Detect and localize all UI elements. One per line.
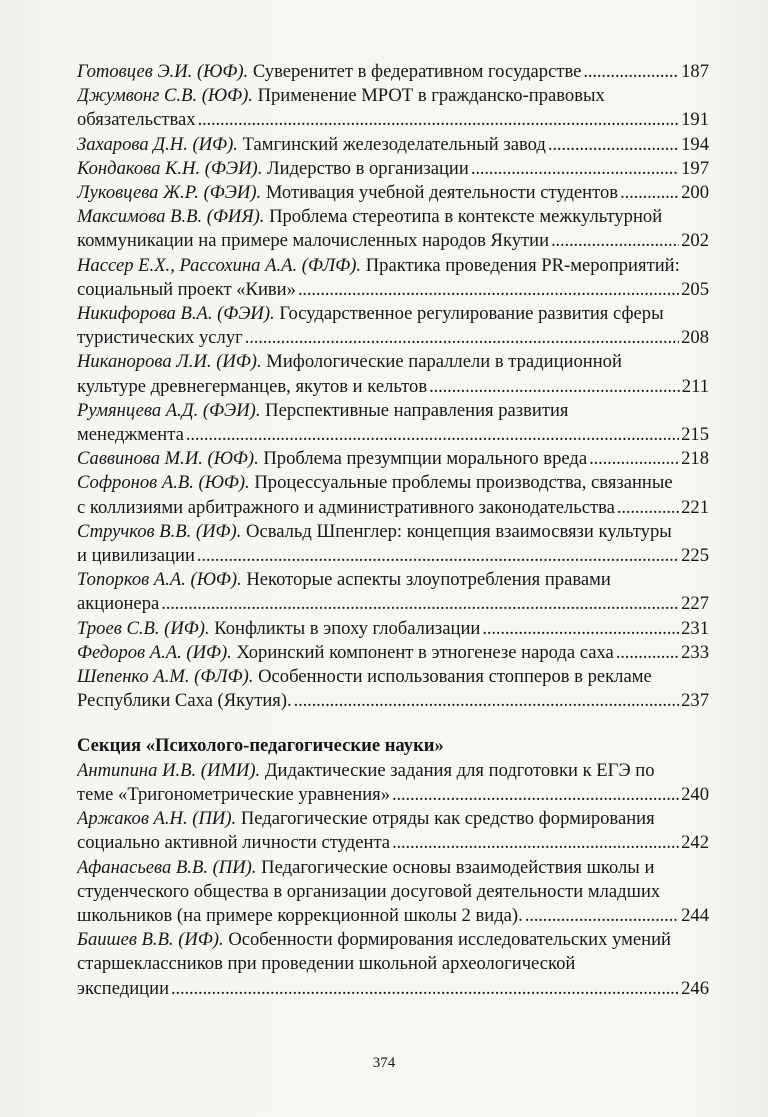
toc-leader-dots — [392, 783, 679, 807]
toc-title: Особенности использования стопперов в рекламе — [258, 666, 652, 688]
toc-author: Аржаков А.Н. (ПИ). — [77, 808, 237, 830]
toc-page-number: 246 — [681, 977, 709, 999]
toc-title: культуре древнегерманцев, якутов и кельтов — [77, 375, 428, 397]
toc-page-number: 197 — [681, 157, 709, 179]
toc-line — [77, 783, 709, 807]
toc-author: Джумвонг С.В. (ЮФ). — [77, 85, 253, 107]
toc-line — [77, 592, 709, 616]
toc-title: Тамгинский железоделательный завод — [242, 133, 546, 155]
toc-line — [77, 880, 709, 904]
toc-page-number: 233 — [681, 641, 709, 663]
toc-entry — [77, 447, 709, 471]
toc-title: Перспективные направления развития — [265, 399, 569, 421]
toc-line — [77, 856, 709, 880]
toc-leader-dots — [617, 496, 679, 520]
toc-line — [77, 471, 709, 495]
toc-page-number: 218 — [681, 448, 709, 470]
toc-page-number: 211 — [681, 375, 709, 397]
toc-entry — [77, 856, 709, 929]
toc-line — [77, 181, 709, 205]
toc-page-number: 200 — [681, 182, 709, 204]
toc-leader-dots — [186, 423, 679, 447]
toc-page-number: 221 — [681, 496, 709, 518]
toc-page-number: 208 — [681, 327, 709, 349]
toc-line — [77, 641, 709, 665]
toc-text-wrap — [77, 157, 469, 181]
toc-title: Процессуальные проблемы производства, связанные — [254, 472, 673, 494]
toc-line — [77, 831, 709, 855]
toc-title: Лидерство в организации — [267, 157, 469, 179]
toc-page-number: 227 — [681, 593, 709, 615]
toc-author: Шепенко А.М. (ФЛФ). — [77, 666, 254, 688]
toc-text-wrap — [77, 278, 296, 302]
toc-text-wrap — [77, 904, 523, 928]
toc-author: Захарова Д.Н. (ИФ). — [77, 133, 238, 155]
toc-title: студенческого общества в организации досуговой деятельности младших — [77, 880, 661, 902]
toc-title: коммуникации на примере малочисленных народов Якутии — [77, 230, 550, 252]
toc-line — [77, 350, 709, 374]
toc-leader-dots — [482, 617, 679, 641]
toc-line — [77, 399, 709, 423]
toc-entry — [77, 181, 709, 205]
toc-author: Троев С.В. (ИФ). — [77, 617, 210, 639]
toc-leader-dots — [294, 689, 679, 713]
toc-leader-dots — [392, 831, 679, 855]
toc-text-wrap — [77, 181, 618, 205]
toc-line — [77, 928, 709, 952]
toc-line — [77, 665, 709, 689]
toc-title: теме «Тригонометрические уравнения» — [77, 783, 390, 805]
toc-text-wrap — [77, 326, 243, 350]
toc-page-number: 242 — [681, 832, 709, 854]
toc-line — [77, 952, 709, 976]
toc-title: старшеклассников при проведении школьной археологической — [77, 953, 576, 975]
toc-title: Педагогические основы взаимодействия школы и — [261, 856, 655, 878]
toc-line — [77, 807, 709, 831]
toc-entry — [77, 302, 709, 350]
toc-author: Нассер Е.Х., Рассохина А.А. (ФЛФ). — [77, 254, 362, 276]
toc-text-wrap — [77, 60, 581, 84]
toc-entry — [77, 471, 709, 519]
toc-author: Луковцева Ж.Р. (ФЭИ). — [77, 182, 262, 204]
toc-leader-dots — [583, 60, 679, 84]
toc-title: Педагогические отряды как средство формирования — [240, 808, 655, 830]
toc-title: Мотивация учебной деятельности студентов — [265, 182, 619, 204]
toc-page-number: 231 — [681, 617, 709, 639]
toc-author: Федоров А.А. (ИФ). — [77, 641, 232, 663]
toc-leader-dots — [471, 157, 679, 181]
toc-text-wrap — [77, 375, 427, 399]
toc-title: Хоринский компонент в этногенезе народа саха — [236, 641, 614, 663]
toc-page-number: 191 — [681, 109, 709, 131]
toc-leader-dots — [298, 278, 679, 302]
toc-title: Применение МРОТ в гражданско-правовых — [257, 85, 605, 107]
toc-author: Готовцев Э.И. (ЮФ). — [77, 61, 249, 82]
section-entries — [77, 759, 709, 1001]
toc-author: Кондакова К.Н. (ФЭИ). — [77, 157, 263, 179]
toc-title: Государственное регулирование развития сферы — [279, 303, 664, 325]
toc-author: Топорков А.А. (ЮФ). — [77, 569, 242, 591]
toc-page-number: 237 — [681, 690, 709, 712]
toc-title: акционера — [77, 593, 160, 615]
toc-entry — [77, 641, 709, 665]
toc-leader-dots — [161, 592, 679, 616]
toc-entry — [77, 665, 709, 713]
toc-entry — [77, 399, 709, 447]
toc-line — [77, 617, 709, 641]
toc-text-wrap — [77, 977, 169, 1001]
toc-author: Софронов А.В. (ЮФ). — [77, 472, 250, 494]
toc-text-wrap — [77, 229, 549, 253]
toc-text-wrap — [77, 641, 614, 665]
toc-leader-dots — [171, 977, 679, 1001]
toc-entry — [77, 133, 709, 157]
toc-entry — [77, 928, 709, 1001]
toc-page-number: 187 — [681, 61, 709, 82]
toc-title: Проблема стереотипа в контексте межкультурной — [269, 206, 663, 228]
toc-line — [77, 689, 709, 713]
table-of-contents — [77, 60, 709, 1001]
toc-title: школьников (на примере коррекционной школы 2 вида). — [77, 904, 523, 926]
toc-line — [77, 423, 709, 447]
toc-leader-dots — [548, 133, 679, 157]
toc-title: Мифологические параллели в традиционной — [266, 351, 622, 373]
toc-leader-dots — [198, 108, 680, 132]
toc-entry — [77, 350, 709, 398]
toc-line — [77, 447, 709, 471]
toc-leader-dots — [620, 181, 679, 205]
toc-page-number: 205 — [681, 278, 709, 300]
toc-line — [77, 977, 709, 1001]
toc-page-number: 240 — [681, 783, 709, 805]
toc-page-number: 244 — [681, 904, 709, 926]
toc-author: Стручков В.В. (ИФ). — [77, 520, 242, 542]
toc-author: Саввинова М.И. (ЮФ). — [77, 448, 259, 470]
toc-line — [77, 108, 709, 132]
toc-author: Никанорова Л.И. (ИФ). — [77, 351, 262, 373]
toc-title: и цивилизации — [77, 545, 195, 567]
toc-entries — [77, 60, 709, 713]
toc-entry — [77, 568, 709, 616]
toc-line — [77, 254, 709, 278]
toc-line — [77, 278, 709, 302]
toc-line — [77, 205, 709, 229]
toc-entry — [77, 84, 709, 132]
toc-entry — [77, 205, 709, 253]
toc-line — [77, 568, 709, 592]
toc-entry — [77, 807, 709, 855]
toc-title: экспедиции — [77, 977, 170, 999]
toc-line — [77, 84, 709, 108]
toc-title: социально активной личности студента — [77, 832, 391, 854]
toc-text-wrap — [77, 831, 390, 855]
toc-leader-dots — [589, 447, 679, 471]
toc-title: Особенности формирования исследовательских умений — [228, 929, 672, 951]
toc-line — [77, 759, 709, 783]
toc-page-number: 215 — [681, 424, 709, 446]
toc-title: Республики Саха (Якутия). — [77, 690, 292, 712]
toc-author: Антипина И.В. (ИМИ). — [77, 759, 261, 781]
toc-title: Практика проведения PR-мероприятий: — [365, 254, 680, 276]
toc-title: Суверенитет в федеративном государстве — [252, 61, 582, 82]
toc-text-wrap — [77, 133, 546, 157]
toc-line — [77, 157, 709, 181]
toc-entry — [77, 254, 709, 302]
toc-leader-dots — [429, 375, 680, 399]
toc-text-wrap — [77, 783, 390, 807]
toc-entry — [77, 60, 709, 84]
toc-leader-dots — [197, 544, 679, 568]
toc-title: социальный проект «Киви» — [77, 278, 296, 300]
toc-title: Некоторые аспекты злоупотребления правами — [246, 569, 611, 591]
toc-title: Дидактические задания для подготовки к ЕГЭ по — [264, 759, 655, 781]
toc-line — [77, 496, 709, 520]
toc-entry — [77, 617, 709, 641]
toc-title: Проблема презумпции морального вреда — [263, 448, 588, 470]
toc-title: Освальд Шпенглер: концепция взаимосвязи культуры — [246, 520, 672, 542]
toc-text-wrap — [77, 108, 196, 132]
toc-line — [77, 326, 709, 350]
toc-leader-dots — [616, 641, 679, 665]
toc-text-wrap — [77, 544, 195, 568]
toc-title: туристических услуг — [77, 327, 243, 349]
toc-text-wrap — [77, 689, 292, 713]
toc-title: менеджмента — [77, 424, 184, 446]
toc-line — [77, 133, 709, 157]
toc-author: Афанасьева В.В. (ПИ). — [77, 856, 257, 878]
toc-line — [77, 302, 709, 326]
toc-text-wrap — [77, 592, 159, 616]
toc-line — [77, 375, 709, 399]
toc-author: Румянцева А.Д. (ФЭИ). — [77, 399, 261, 421]
toc-page-number: 225 — [681, 545, 709, 567]
section-heading: Секция «Психолого-педагогические науки» — [77, 735, 444, 757]
toc-line — [77, 544, 709, 568]
toc-author: Баишев В.В. (ИФ). — [77, 929, 224, 951]
toc-entry — [77, 157, 709, 181]
toc-text-wrap — [77, 423, 184, 447]
toc-author: Максимова В.В. (ФИЯ). — [77, 206, 265, 228]
toc-author: Никифорова В.А. (ФЭИ). — [77, 303, 275, 325]
toc-title: обязательствах — [77, 109, 196, 131]
toc-text-wrap — [77, 617, 480, 641]
toc-line — [77, 60, 709, 84]
toc-leader-dots — [551, 229, 679, 253]
toc-title: Конфликты в эпоху глобализации — [214, 617, 481, 639]
toc-line — [77, 229, 709, 253]
page-number: 374 — [372, 1055, 396, 1071]
toc-text-wrap — [77, 447, 587, 471]
toc-leader-dots — [525, 904, 679, 928]
toc-text-wrap — [77, 496, 615, 520]
toc-entry — [77, 520, 709, 568]
toc-title: с коллизиями арбитражного и административного законодательства — [77, 496, 615, 518]
toc-line — [77, 520, 709, 544]
toc-leader-dots — [245, 326, 679, 350]
toc-page-number: 202 — [681, 230, 709, 252]
toc-page-number: 194 — [681, 133, 709, 155]
toc-line — [77, 904, 709, 928]
toc-entry — [77, 759, 709, 807]
